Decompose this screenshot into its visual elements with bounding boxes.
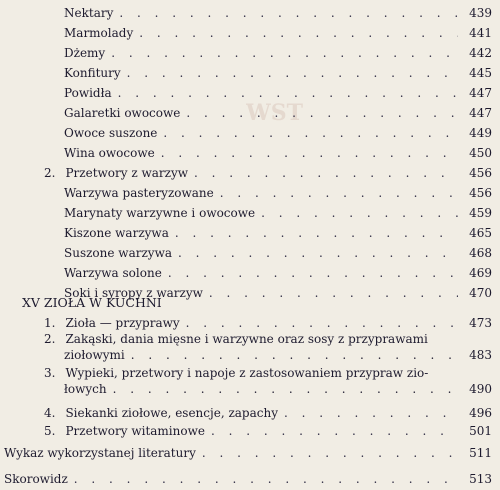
section-page: 483 — [469, 348, 492, 362]
toc-entry-title: Warzywa solone — [64, 266, 162, 280]
section-number: 2. — [44, 166, 56, 180]
toc-entry-title: Owoce suszone — [64, 126, 158, 140]
section-title: Przetwory witaminowe — [65, 424, 205, 438]
section-number: 2. — [44, 332, 56, 346]
leader-dots — [163, 126, 458, 140]
toc-entry — [64, 120, 492, 140]
toc-entry-page: 441 — [469, 26, 492, 40]
chapter-heading — [22, 290, 492, 310]
section-page: 496 — [469, 406, 492, 420]
index-title: Skorowidz — [4, 472, 68, 486]
leader-dots — [119, 6, 458, 20]
toc-entry-page: 459 — [469, 206, 492, 220]
toc-entry-page: 470 — [469, 286, 492, 300]
toc-entry — [64, 180, 492, 200]
toc-entry-title: Wina owocowe — [64, 146, 155, 160]
section-title-line1: Zakąski, dania mięsne i warzywne oraz sosy z przyprawami — [65, 332, 428, 346]
show-through-text: WST — [246, 100, 303, 126]
toc-entry-page: 447 — [469, 106, 492, 120]
toc-entry — [64, 240, 492, 260]
leader-dots — [139, 26, 458, 40]
toc-entry-page: 468 — [469, 246, 492, 260]
section-title-line2: ziołowymi — [64, 348, 125, 362]
chapter-title: XV ZIOŁA W KUCHNI — [22, 295, 162, 310]
toc-entry — [64, 60, 492, 80]
toc-bibliography — [4, 440, 492, 460]
toc-section-wrapped — [44, 332, 492, 362]
section-number: 5. — [44, 424, 56, 438]
section-title: Przetwory z warzyw — [65, 166, 189, 180]
leader-dots — [202, 446, 458, 460]
toc-entry-title: Konfitury — [64, 66, 121, 80]
toc-entry — [64, 200, 492, 220]
toc-entry-title: Powidła — [64, 86, 112, 100]
leader-dots: . . . . . . . . . . . . . . . . . . . — [130, 348, 457, 362]
toc-entry-page: 465 — [469, 226, 492, 240]
toc-entry — [64, 0, 492, 20]
leader-dots — [220, 186, 458, 200]
toc-section — [44, 418, 492, 438]
toc-index — [4, 466, 492, 486]
leader-dots — [175, 226, 458, 240]
section-page: 473 — [469, 316, 492, 330]
leader-dots — [178, 246, 458, 260]
toc-entry-title: Suszone warzywa — [64, 246, 172, 260]
leader-dots — [161, 146, 458, 160]
toc-entry-title: Marmolady — [64, 26, 134, 40]
toc-entry-title: Galaretki owocowe — [64, 106, 181, 120]
toc-entry-title: Nektary — [64, 6, 114, 20]
toc-entry-page: 445 — [469, 66, 492, 80]
leader-dots — [118, 86, 458, 100]
leader-dots — [111, 46, 458, 60]
toc-entry-page: 442 — [469, 46, 492, 60]
toc-entry-page: 450 — [469, 146, 492, 160]
toc-entry-page: 447 — [469, 86, 492, 100]
toc-entry — [64, 220, 492, 240]
toc-entry-page: 456 — [469, 186, 492, 200]
leader-dots — [261, 206, 458, 220]
toc-entry — [64, 260, 492, 280]
toc-entry — [64, 40, 492, 60]
section-page: 456 — [469, 166, 492, 180]
section-number: 4. — [44, 406, 56, 420]
toc-entry-title: Soki i syropy z warzyw — [64, 286, 203, 300]
section-title: Siekanki ziołowe, esencje, zapachy — [65, 406, 278, 420]
toc-entry-page: 439 — [469, 6, 492, 20]
toc-entry — [64, 80, 492, 100]
bibliography-title: Wykaz wykorzystanej literatury — [4, 446, 196, 460]
leader-dots — [211, 424, 458, 438]
toc-section — [44, 160, 492, 180]
leader-dots — [186, 316, 458, 330]
toc-entry — [64, 140, 492, 160]
toc-entry — [64, 20, 492, 40]
toc-entry-title: Marynaty warzywne i owocowe — [64, 206, 256, 220]
leader-dots — [186, 106, 458, 120]
leader-dots — [194, 166, 458, 180]
toc-entry-title: Warzywa pasteryzowane — [64, 186, 214, 200]
toc-entry — [64, 100, 492, 120]
toc-section — [44, 310, 492, 330]
leader-dots — [74, 472, 458, 486]
section-title: Zioła — przyprawy — [65, 316, 180, 330]
bibliography-page: 511 — [469, 446, 492, 460]
toc-entry-title: Dżemy — [64, 46, 106, 60]
toc-entry-title: Kiszone warzywa — [64, 226, 169, 240]
leader-dots — [168, 266, 458, 280]
section-title-line1: Wypieki, przetwory i napoje z zastosowaniem przypraw zio- — [65, 366, 429, 380]
section-number: 1. — [44, 316, 56, 330]
leader-dots — [127, 66, 458, 80]
index-page: 513 — [469, 472, 492, 486]
section-number: 3. — [44, 366, 56, 380]
toc-section — [44, 400, 492, 420]
section-page: 490 — [469, 382, 492, 396]
section-title-line2: łowych — [64, 382, 107, 396]
leader-dots: . . . . . . . . . . . . . . . . . . . . — [112, 382, 457, 396]
section-page: 501 — [469, 424, 492, 438]
toc-section-wrapped — [44, 366, 492, 396]
toc-entry-page: 449 — [469, 126, 492, 140]
toc-entry-page: 469 — [469, 266, 492, 280]
